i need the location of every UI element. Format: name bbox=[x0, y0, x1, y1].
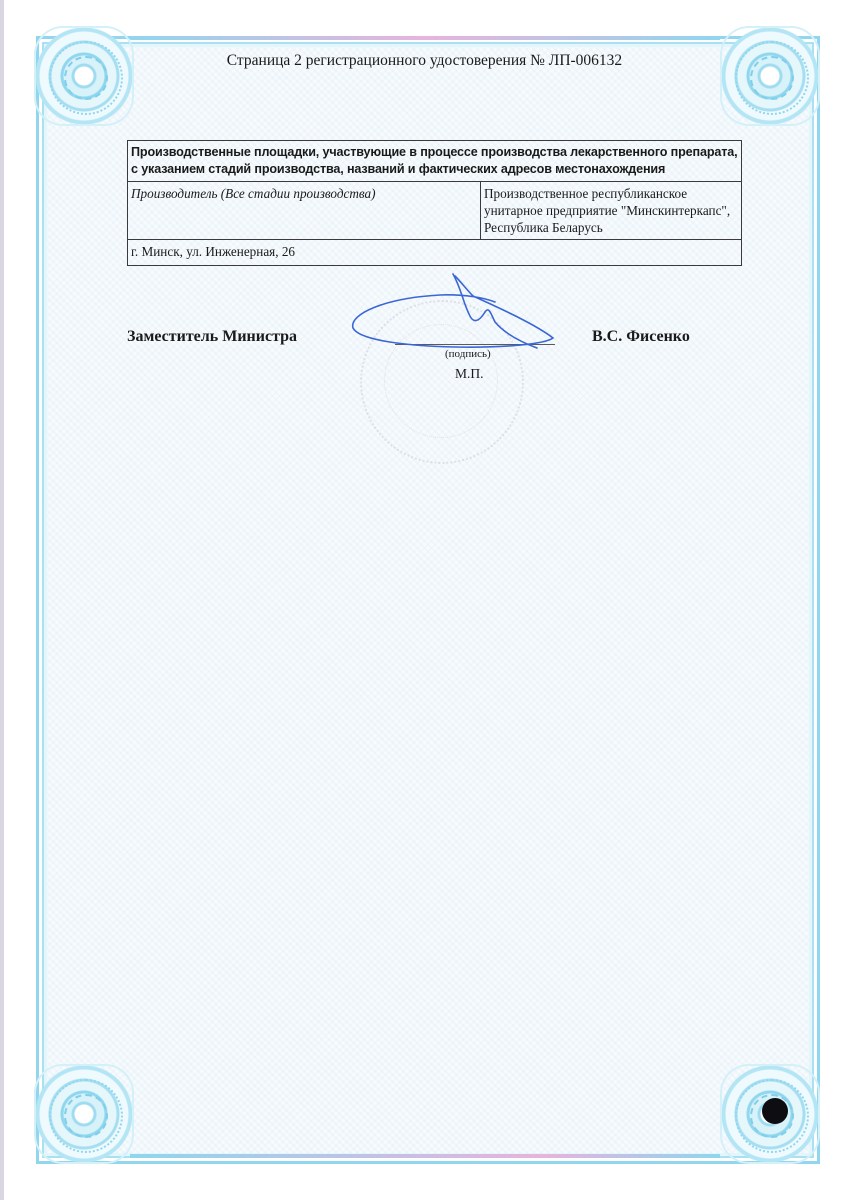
signatory-title: Заместитель Министра bbox=[127, 328, 298, 345]
guilloche-rosette-icon bbox=[722, 28, 818, 124]
guilloche-rosette-icon bbox=[36, 1066, 132, 1162]
table-header: Производственные площадки, участвующие в процессе производства лекарственного препарата, с указанием стадий производства, названий и фактических адресов местонахождения bbox=[128, 141, 742, 182]
guilloche-rosette-icon bbox=[36, 28, 132, 124]
manufacturer-address: г. Минск, ул. Инженерная, 26 bbox=[128, 240, 742, 266]
table-row bbox=[128, 182, 742, 240]
page-header: Страница 2 регистрационного удостоверения № ЛП-006132 bbox=[226, 52, 623, 69]
manufacturer-role: Производитель (Все стадии производства) bbox=[128, 182, 481, 240]
frame-top-accent bbox=[130, 36, 720, 40]
frame-bottom-accent bbox=[130, 1154, 720, 1158]
punch-hole bbox=[762, 1098, 788, 1124]
table-header-row bbox=[128, 141, 742, 182]
handwritten-signature-icon bbox=[345, 268, 565, 358]
scan-edge bbox=[0, 0, 4, 1200]
production-sites-table bbox=[127, 140, 742, 266]
signature-caption: (подпись) bbox=[445, 348, 491, 360]
signatory-name: В.С. Фисенко bbox=[592, 328, 690, 345]
table-row-address bbox=[128, 240, 742, 266]
manufacturer-name: Производственное республиканское унитарное предприятие "Минскинтеркапс", Республика Беларусь bbox=[481, 182, 742, 240]
seal-label: М.П. bbox=[455, 366, 484, 381]
